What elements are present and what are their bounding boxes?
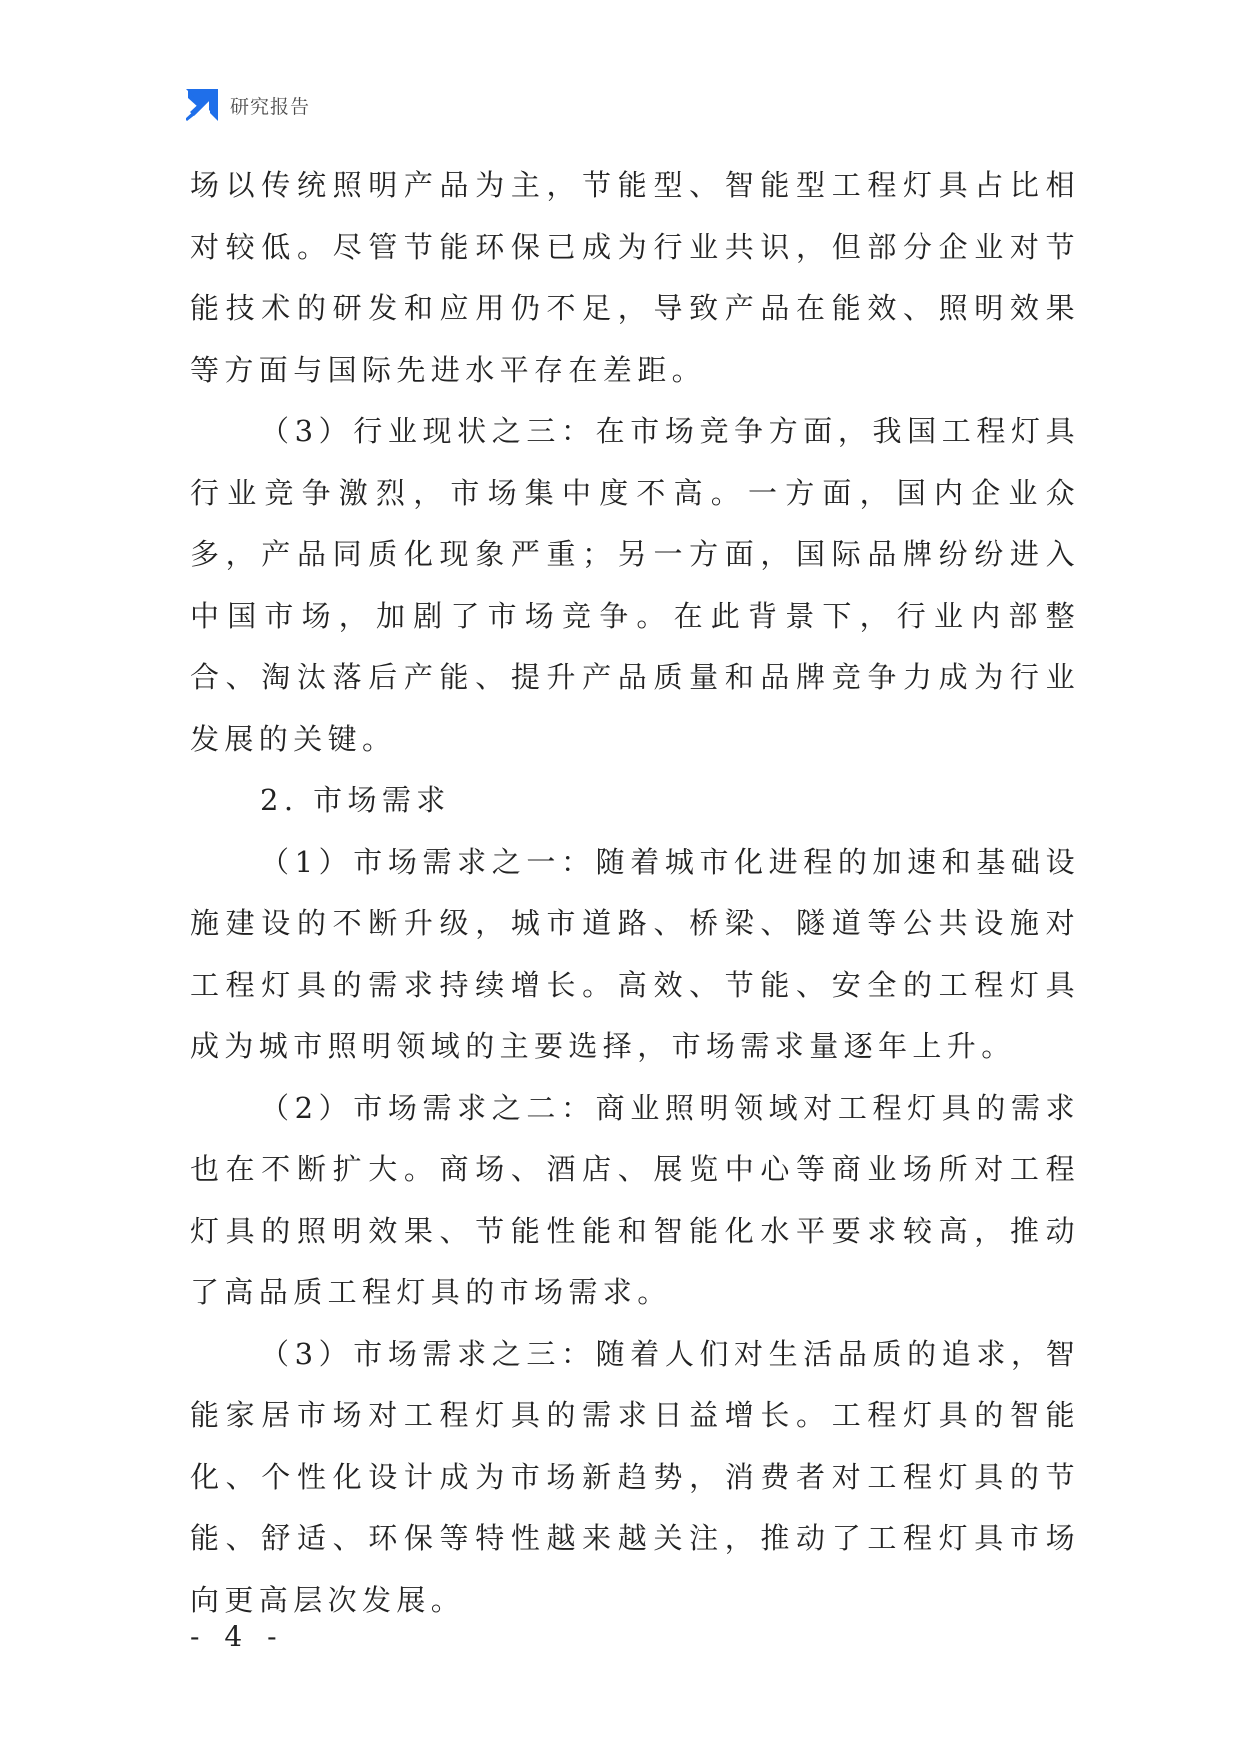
arrow-up-right-icon [186,89,218,121]
paragraph-market-demand-2: （2）市场需求之二：商业照明领域对工程灯具的需求也在不断扩大。商场、酒店、展览中心等商业场所对工程灯具的照明效果、节能性能和智能化水平要求较高，推动了高品质工程灯具的市场需求。 [190,1090,1080,1309]
document-body [190,155,1080,1631]
paragraph-market-demand-1: （1）市场需求之一：随着城市化进程的加速和基础设施建设的不断升级，城市道路、桥梁、隧道等公共设施对工程灯具的需求持续增长。高效、节能、安全的工程灯具成为城市照明领域的主要选择，市场需求量逐年上升。 [190,844,1080,1063]
paragraph-continued: 场以传统照明产品为主，节能型、智能型工程灯具占比相对较低。尽管节能环保已成为行业共识，但部分企业对节能技术的研发和应用仍不足，导致产品在能效、照明效果等方面与国际先进水平存在差距。 [190,168,1080,387]
page-number: - 4 - [190,1620,285,1653]
report-header [186,88,310,122]
section-heading-market-demand: 2. 市场需求 [260,783,451,817]
paragraph-market-demand-3: （3）市场需求之三：随着人们对生活品质的追求，智能家居市场对工程灯具的需求日益增长。工程灯具的智能化、个性化设计成为市场新趋势，消费者对工程灯具的节能、舒适、环保等特性越来越关注，推动了工程灯具市场向更高层次发展。 [190,1336,1080,1617]
paragraph-industry-status-3: （3）行业现状之三：在市场竞争方面，我国工程灯具行业竞争激烈，市场集中度不高。一方面，国内企业众多，产品同质化现象严重；另一方面，国际品牌纷纷进入中国市场，加剧了市场竞争。在此背景下，行业内部整合、淘汰落后产能、提升产品质量和品牌竞争力成为行业发展的关键。 [190,414,1080,756]
header-title: 研究报告 [230,95,311,118]
